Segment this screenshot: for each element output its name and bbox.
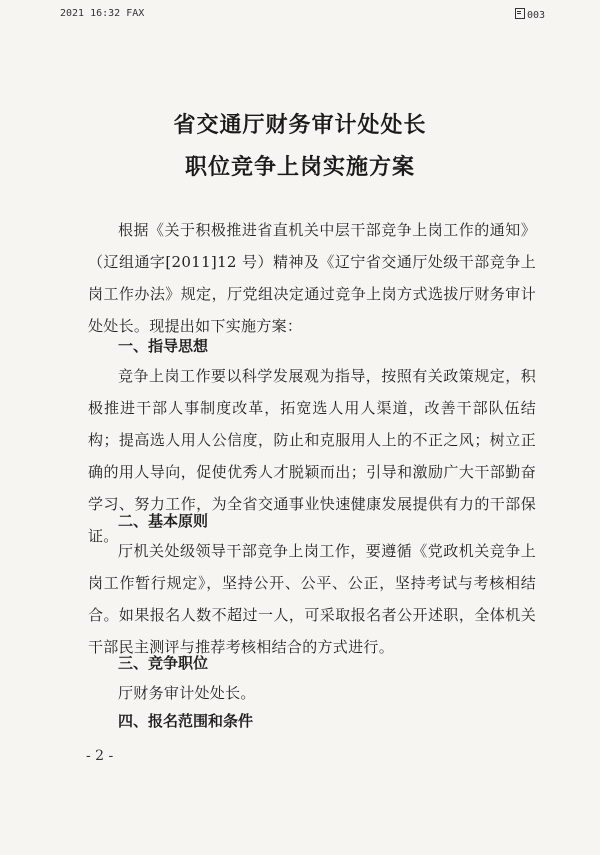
- section-body-competitive-position: 厅财务审计处处长。: [118, 684, 256, 702]
- section-heading-competitive-position: 三、竞争职位: [118, 654, 209, 672]
- section-heading-eligibility: 四、报名范围和条件: [118, 712, 254, 730]
- document-title-line2: 职位竞争上岗实施方案: [184, 155, 415, 180]
- document-title-line1: 省交通厅财务审计处处长: [173, 113, 427, 138]
- section-body-basic-principles: 厅机关处级领导干部竞争上岗工作，要遵循《党政机关竞争上岗工作暂行规定》，坚持公开、公平、公正，坚持考试与考核相结合。如果报名人数不超过一人，可采取报名者公开述职，全体机关干部民主测评与推荐考核相结合的方式进行。: [88, 542, 536, 656]
- section-heading-basic-principles: 二、基本原则: [118, 512, 209, 530]
- fax-page-code-text: 003: [526, 10, 545, 21]
- fax-header: [60, 8, 545, 24]
- fax-timestamp: 2021 16:32 FAX: [60, 8, 145, 19]
- fax-page-icon: [515, 8, 525, 19]
- intro-paragraph: 根据《关于积极推进省直机关中层干部竞争上岗工作的通知》（辽组通字[2011]12 号）精神及《辽宁省交通厅处级干部竞争上岗工作办法》规定，厅党组决定通过竞争上岗方式选拔厅财务审计处处长。现提出如下实施方案：: [88, 221, 536, 335]
- page-number: - 2 -: [86, 748, 114, 764]
- section-heading-guiding-ideology: 一、指导思想: [118, 337, 209, 355]
- section-body-guiding-ideology: 竞争上岗工作要以科学发展观为指导，按照有关政策规定，积极推进干部人事制度改革，拓宽选人用人渠道，改善干部队伍结构；提高选人用人公信度，防止和克服用人上的不正之风；树立正确的用人导向，促使优秀人才脱颖而出；引导和激励广大干部勤奋学习、努力工作，为全省交通事业快速健康发展提供有力的干部保证。: [88, 367, 536, 545]
- fax-page-code: [515, 8, 545, 21]
